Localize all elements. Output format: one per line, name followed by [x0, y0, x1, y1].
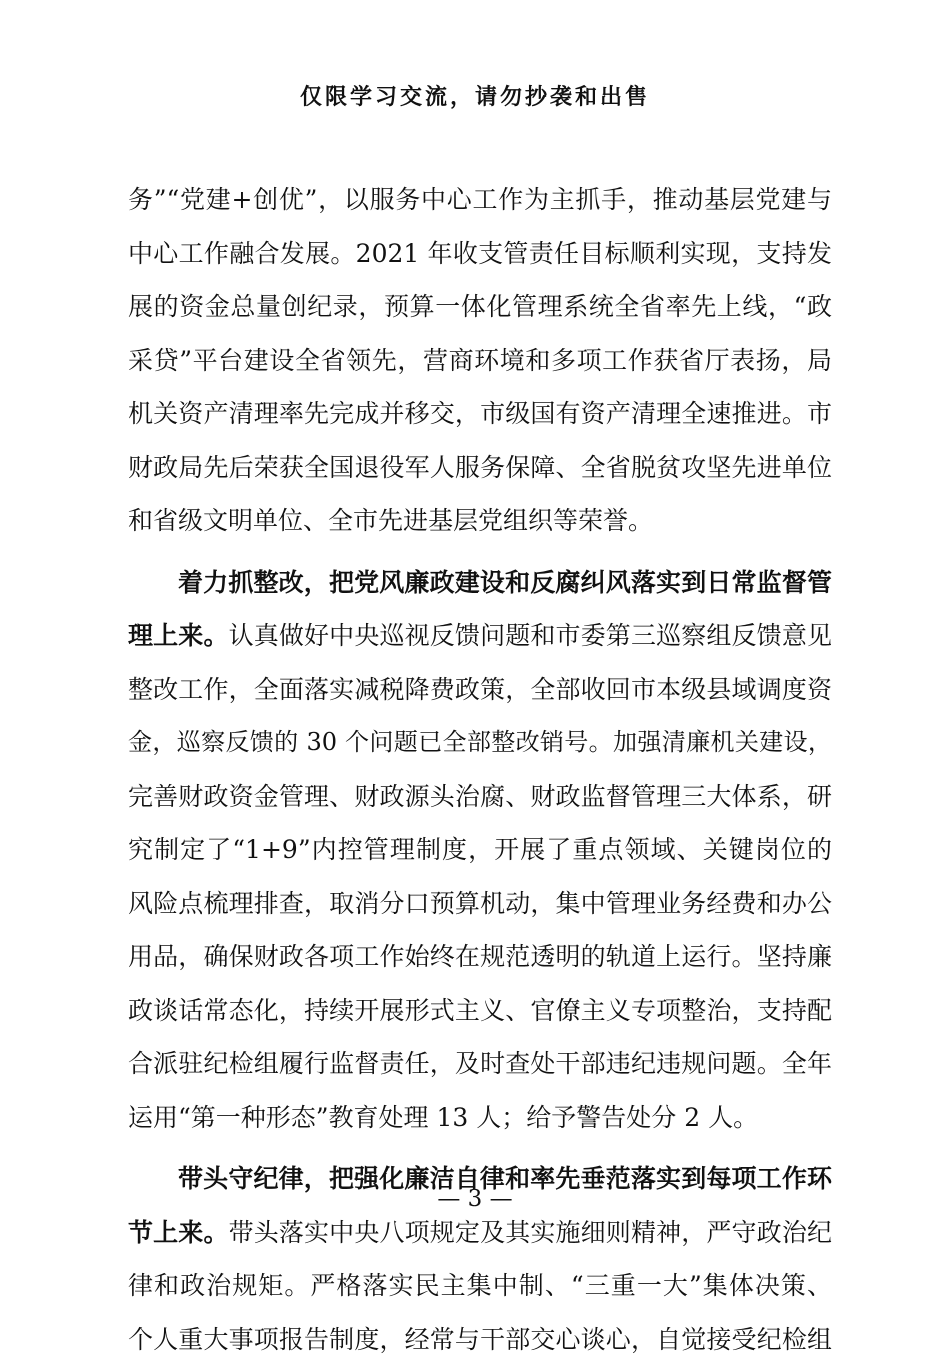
text-line: 风险点梳理排查，取消分口预算机动，集中管理业务经费和办公	[128, 877, 832, 931]
text-line: 务”“党建+创优”，以服务中心工作为主抓手，推动基层党建与	[128, 173, 832, 227]
text-line: 财政局先后荣获全国退役军人服务保障、全省脱贫攻坚先进单位	[128, 441, 832, 495]
text-line: 和省级文明单位、全市先进基层党组织等荣誉。	[128, 494, 832, 548]
text-line	[128, 1206, 832, 1260]
paragraph-1	[128, 173, 832, 548]
paragraph-3	[128, 1152, 832, 1366]
text-line: 金，巡察反馈的 30 个问题已全部整改销号。加强清廉机关建设，	[128, 716, 832, 770]
section-heading: 着力抓整改，把党风廉政建设和反腐纠风落实到日常监督管	[128, 556, 832, 610]
paragraph-2	[128, 556, 832, 1145]
text-line: 律和政治规矩。严格落实民主集中制、“三重一大”集体决策、	[128, 1259, 832, 1313]
text-line: 机关资产清理率先完成并移交，市级国有资产清理全速推进。市	[128, 387, 832, 441]
text-line: 用品，确保财政各项工作始终在规范透明的轨道上运行。坚持廉	[128, 930, 832, 984]
text-line: 合派驻纪检组履行监督责任，及时查处干部违纪违规问题。全年	[128, 1037, 832, 1091]
text-line: 运用“第一种形态”教育处理 13 人；给予警告处分 2 人。	[128, 1091, 832, 1145]
text-span: 认真做好中央巡视反馈问题和市委第三巡察组反馈意见	[229, 621, 832, 650]
text-line: 完善财政资金管理、财政源头治腐、财政监督管理三大体系，研	[128, 770, 832, 824]
text-line: 展的资金总量创纪录，预算一体化管理系统全省率先上线，“政	[128, 280, 832, 334]
text-line: 中心工作融合发展。2021 年收支管责任目标顺利实现，支持发	[128, 227, 832, 281]
section-heading-end: 节上来。	[128, 1218, 229, 1247]
text-span: 带头落实中央八项规定及其实施细则精神，严守政治纪	[229, 1218, 832, 1247]
page-number: — 3 —	[0, 1186, 950, 1212]
text-line: 政谈话常态化，持续开展形式主义、官僚主义专项整治，支持配	[128, 984, 832, 1038]
text-line: 究制定了“1+9”内控管理制度，开展了重点领域、关键岗位的	[128, 823, 832, 877]
text-line: 采贷”平台建设全省领先，营商环境和多项工作获省厅表扬，局	[128, 334, 832, 388]
section-heading: 带头守纪律，把强化廉洁自律和率先垂范落实到每项工作环	[128, 1152, 832, 1206]
text-line	[128, 609, 832, 663]
text-line: 整改工作，全面落实减税降费政策，全部收回市本级县域调度资	[128, 663, 832, 717]
text-line: 个人重大事项报告制度，经常与干部交心谈心，自觉接受纪检组	[128, 1313, 832, 1366]
section-heading-end: 理上来。	[128, 621, 229, 650]
header-notice: 仅限学习交流，请勿抄袭和出售	[0, 80, 950, 111]
